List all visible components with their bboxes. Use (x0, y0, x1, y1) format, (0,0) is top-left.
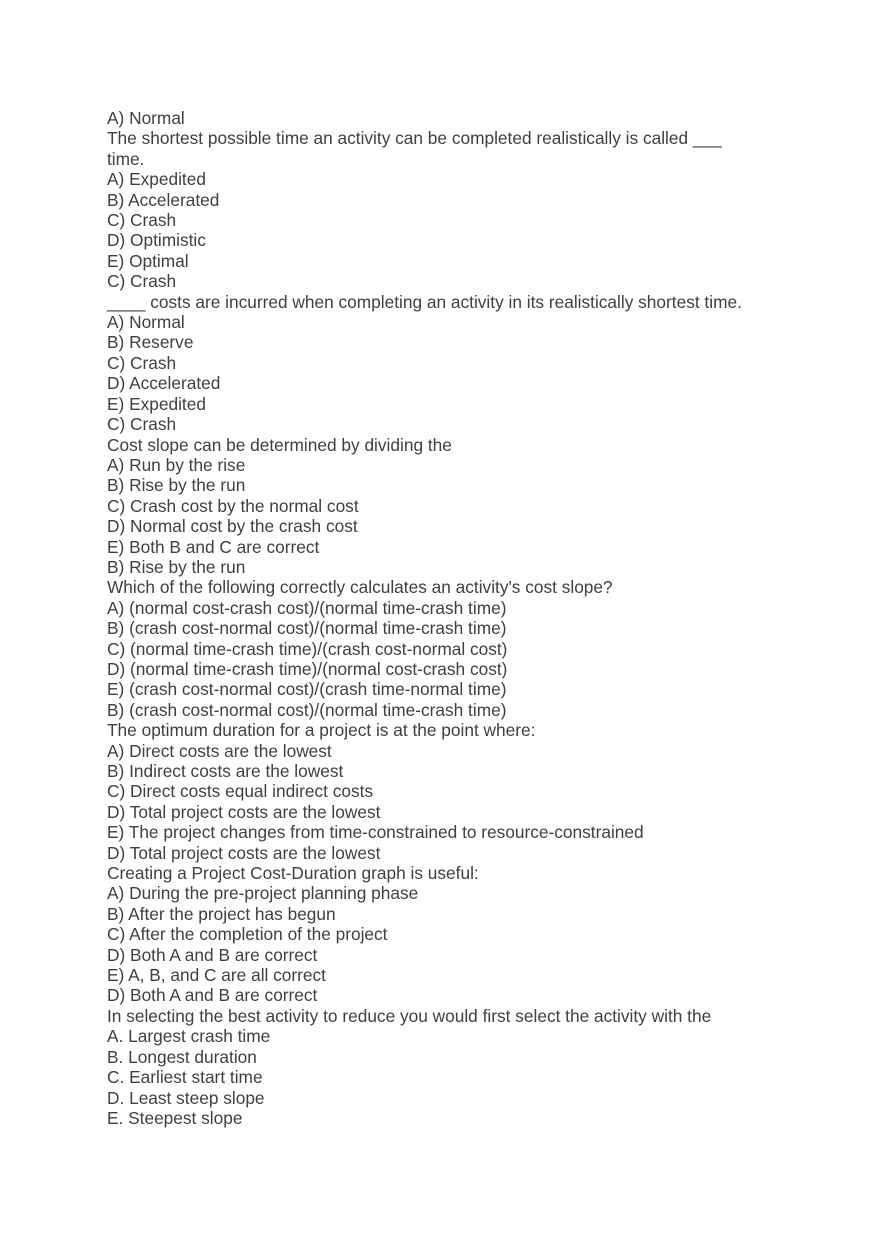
text-line: E) A, B, and C are all correct (107, 965, 326, 986)
text-line: In selecting the best activity to reduce you would first select the activity with the (107, 1005, 712, 1026)
text-line: B. Longest duration (107, 1046, 257, 1067)
text-line: E) Both B and C are correct (107, 536, 320, 557)
text-line: C) Crash (107, 414, 177, 435)
text-line: E) The project changes from time-constrained to resource-constrained (107, 822, 644, 843)
text-line: Cost slope can be determined by dividing the (107, 434, 452, 455)
text-line: D) Optimistic (107, 230, 206, 251)
text-line: E) Expedited (107, 393, 206, 414)
text-line: E) (crash cost-normal cost)/(crash time-normal time) (107, 679, 507, 700)
text-line: C) Direct costs equal indirect costs (107, 781, 374, 802)
text-line: ____ costs are incurred when completing an activity in its realistically shortest time. (107, 291, 742, 312)
text-line: D) Both A and B are correct (107, 985, 318, 1006)
text-line: A) During the pre-project planning phase (107, 883, 419, 904)
text-line: D) Accelerated (107, 373, 221, 394)
text-line: Creating a Project Cost-Duration graph is useful: (107, 863, 479, 884)
text-line: C) Crash (107, 210, 177, 231)
text-line: A) Direct costs are the lowest (107, 740, 332, 761)
text-line: A) Normal (107, 312, 185, 333)
text-line: A) (normal cost-crash cost)/(normal time-crash time) (107, 597, 507, 618)
text-line: B) Rise by the run (107, 556, 246, 577)
text-line: D) Normal cost by the crash cost (107, 516, 358, 537)
text-line: D) Both A and B are correct (107, 944, 318, 965)
text-line: A) Expedited (107, 169, 206, 190)
text-line: B) After the project has begun (107, 903, 336, 924)
text-line: The shortest possible time an activity can be completed realistically is called ___ (107, 128, 722, 149)
text-line: C. Earliest start time (107, 1067, 263, 1088)
text-line: D. Least steep slope (107, 1087, 265, 1108)
text-line: A. Largest crash time (107, 1026, 271, 1047)
text-line: C) Crash (107, 352, 177, 373)
text-line: D) Total project costs are the lowest (107, 801, 381, 822)
text-line: B) (crash cost-normal cost)/(normal time-crash time) (107, 699, 507, 720)
text-line: C) Crash cost by the normal cost (107, 495, 359, 516)
text-line: B) Indirect costs are the lowest (107, 761, 344, 781)
text-line: D) Total project costs are the lowest (107, 842, 381, 863)
text-line: C) After the completion of the project (107, 924, 388, 945)
text-line: Which of the following correctly calculates an activity's cost slope? (107, 577, 613, 598)
text-line: B) Accelerated (107, 189, 220, 210)
text-line: B) Reserve (107, 332, 194, 353)
text-line: A) Normal (107, 108, 185, 128)
text-line: E) Optimal (107, 250, 189, 271)
text-line: B) Rise by the run (107, 475, 246, 496)
text-line: D) (normal time-crash time)/(normal cost-crash cost) (107, 658, 508, 679)
text-line: B) (crash cost-normal cost)/(normal time-crash time) (107, 618, 507, 639)
text-line: A) Run by the rise (107, 454, 246, 475)
text-line: time. (107, 148, 145, 169)
text-line: The optimum duration for a project is at the point where: (107, 720, 536, 741)
text-line: E. Steepest slope (107, 1107, 243, 1128)
text-line: C) (normal time-crash time)/(crash cost-normal cost) (107, 638, 508, 659)
text-line: C) Crash (107, 271, 177, 292)
document-body (107, 108, 807, 1128)
